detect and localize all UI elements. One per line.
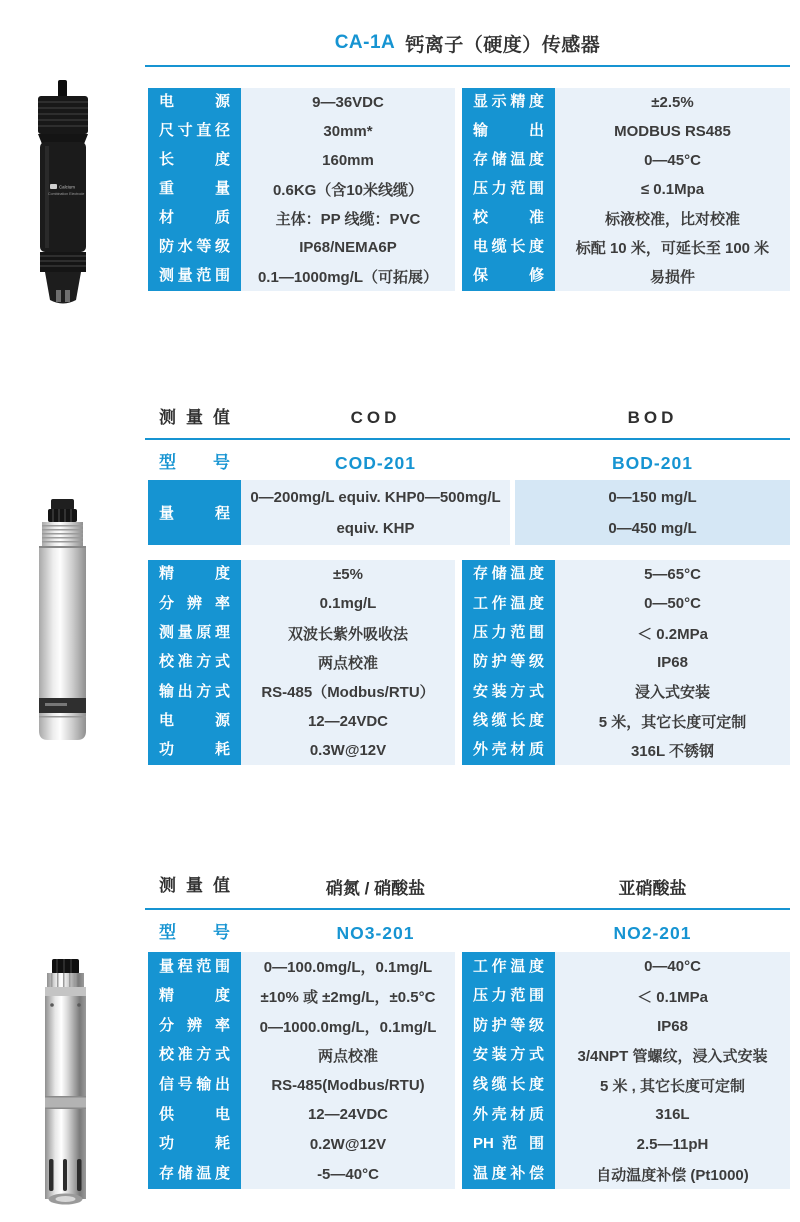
table-row	[462, 982, 790, 1012]
spec-value: ≤ 0.1Mpa	[555, 175, 790, 204]
spec-value: 30mm*	[241, 117, 455, 146]
spec-label: 校准方式	[148, 1041, 241, 1071]
spec-label: PH 范 围	[462, 1130, 555, 1160]
table-row	[462, 706, 790, 735]
table-row	[462, 146, 790, 175]
spec-value: 0—50°C	[555, 589, 790, 618]
range-value-cod-line1: 0—200mg/L equiv. KHP0—500mg/L	[250, 488, 501, 506]
range-value-bod	[515, 480, 790, 545]
range-value-cod-line2: equiv. KHP	[336, 519, 415, 537]
column-header-bod: BOD	[627, 408, 678, 427]
spec-table-calcium-left	[148, 88, 455, 291]
table-row	[148, 589, 455, 618]
spec-table-cod-left	[148, 560, 455, 765]
table-row	[462, 560, 790, 589]
spec-value: 标配 10 米，可延长至 100 米	[555, 233, 790, 262]
spec-label: 分 辨 率	[148, 589, 241, 618]
spec-value: 5 米，其它长度可定制	[555, 706, 790, 735]
spec-label: 存储温度	[148, 1159, 241, 1189]
model-number-title: CA-1A	[334, 32, 396, 53]
table-row	[148, 1130, 455, 1160]
spec-label: 防水等级	[148, 233, 241, 262]
spec-value: 0—40°C	[555, 952, 790, 982]
spec-label: 信号输出	[148, 1071, 241, 1101]
spec-value: 易损件	[555, 262, 790, 291]
divider-rule	[145, 908, 790, 910]
spec-value: MODBUS RS485	[555, 117, 790, 146]
spec-label: 显示精度	[462, 88, 555, 117]
spec-label: 安装方式	[462, 1041, 555, 1071]
spec-value: 12—24VDC	[241, 1100, 455, 1130]
column-header-nitrate: 硝氮 / 硝酸盐	[325, 878, 426, 898]
table-row	[148, 677, 455, 706]
spec-value: 160mm	[241, 146, 455, 175]
table-row	[462, 619, 790, 648]
spec-label: 安装方式	[462, 677, 555, 706]
model-number-no3: NO3-201	[336, 922, 415, 943]
spec-label: 长 度	[148, 146, 241, 175]
spec-value: 0.1—1000mg/L（可拓展）	[241, 262, 455, 291]
measure-header-label: 测 量 值	[159, 875, 230, 895]
spec-value: ±5%	[241, 560, 455, 589]
cod-sensor-svg	[15, 497, 110, 747]
table-row	[148, 982, 455, 1012]
spec-label: 测量原理	[148, 619, 241, 648]
table-row	[462, 952, 790, 982]
spec-value: 两点校准	[241, 1041, 455, 1071]
spec-value: IP68	[555, 1011, 790, 1041]
spec-label: 外壳材质	[462, 736, 555, 765]
calcium-sensor-svg	[12, 80, 112, 308]
spec-table-no2-right	[462, 952, 790, 1189]
table-row	[462, 233, 790, 262]
spec-label: 精 度	[148, 982, 241, 1012]
spec-label: 电 源	[148, 706, 241, 735]
spec-value: 2.5—11pH	[555, 1130, 790, 1160]
spec-label: 供 电	[148, 1100, 241, 1130]
table-row	[148, 1041, 455, 1071]
table-row	[462, 117, 790, 146]
spec-value: RS-485（Modbus/RTU）	[241, 677, 455, 706]
spec-value: 浸入式安装	[555, 677, 790, 706]
spec-label: 重 量	[148, 175, 241, 204]
spec-label: 精 度	[148, 560, 241, 589]
spec-value: 316L	[555, 1100, 790, 1130]
spec-value: ±10% 或 ±2mg/L，±0.5°C	[241, 982, 455, 1012]
table-row	[462, 1011, 790, 1041]
cod-sensor-image	[15, 497, 110, 747]
range-value-cod	[241, 480, 510, 545]
spec-value: 5 米 , 其它长度可定制	[555, 1071, 790, 1101]
spec-value: ±2.5%	[555, 88, 790, 117]
spec-value: 3/4NPT 管螺纹，浸入式安装	[555, 1041, 790, 1071]
table-row	[462, 648, 790, 677]
spec-table-cod-right	[462, 560, 790, 765]
table-row	[148, 88, 455, 117]
spec-value: 双波长紫外吸收法	[241, 619, 455, 648]
spec-label: 保 修	[462, 262, 555, 291]
table-row	[148, 648, 455, 677]
table-row	[462, 589, 790, 618]
spec-value: 0.6KG（含10米线缆）	[241, 175, 455, 204]
spec-label: 校 准	[462, 204, 555, 233]
spec-value: 标液校准，比对校准	[555, 204, 790, 233]
table-row	[148, 233, 455, 262]
spec-value: -5—40°C	[241, 1159, 455, 1189]
spec-label: 外壳材质	[462, 1100, 555, 1130]
spec-label: 电缆长度	[462, 233, 555, 262]
table-row	[462, 1071, 790, 1101]
table-row	[148, 706, 455, 735]
spec-value: 316L 不锈钢	[555, 736, 790, 765]
model-row-label: 型 号	[159, 452, 230, 472]
spec-label: 功 耗	[148, 736, 241, 765]
table-row	[462, 1159, 790, 1189]
spec-value: 12—24VDC	[241, 706, 455, 735]
spec-value: 5—65°C	[555, 560, 790, 589]
model-row-cod-bod	[0, 448, 800, 478]
table-row	[148, 175, 455, 204]
svg-text:Combination Electrode: Combination Electrode	[48, 192, 85, 196]
spec-value: 9—36VDC	[241, 88, 455, 117]
spec-label: 尺寸直径	[148, 117, 241, 146]
spec-label: 存储温度	[462, 560, 555, 589]
nitrate-sensor-svg	[18, 957, 113, 1212]
spec-label: 功 耗	[148, 1130, 241, 1160]
spec-value: 0—45°C	[555, 146, 790, 175]
spec-value: 主体：PP 线缆：PVC	[241, 204, 455, 233]
column-header-cod: COD	[350, 408, 401, 427]
model-row-no3-no2	[0, 918, 800, 948]
spec-label: 输出方式	[148, 677, 241, 706]
table-row	[462, 677, 790, 706]
spec-label: 防护等级	[462, 1011, 555, 1041]
spec-label: 材 质	[148, 204, 241, 233]
table-row	[148, 619, 455, 648]
spec-value: 自动温度补偿 (Pt1000)	[555, 1159, 790, 1189]
spec-value: 0—1000.0mg/L，0.1mg/L	[241, 1011, 455, 1041]
table-row	[462, 736, 790, 765]
spec-label: 电 源	[148, 88, 241, 117]
measure-header-label: 测 量 值	[159, 407, 230, 427]
table-row	[462, 1041, 790, 1071]
spec-label: 线缆长度	[462, 1071, 555, 1101]
spec-label: 工作温度	[462, 589, 555, 618]
calcium-sensor-image	[12, 80, 112, 308]
table-row	[148, 262, 455, 291]
table-row	[148, 1011, 455, 1041]
table-row	[148, 952, 455, 982]
page-title	[145, 27, 790, 59]
table-row	[148, 146, 455, 175]
table-row	[148, 1071, 455, 1101]
table-row	[148, 560, 455, 589]
table-row	[148, 204, 455, 233]
table-row	[462, 262, 790, 291]
model-number-cod: COD-201	[335, 452, 416, 473]
spec-label: 校准方式	[148, 648, 241, 677]
spec-label: 线缆长度	[462, 706, 555, 735]
table-row	[462, 1100, 790, 1130]
spec-value: 0—100.0mg/L，0.1mg/L	[241, 952, 455, 982]
spec-table-calcium-right	[462, 88, 790, 291]
spec-value: IP68	[555, 648, 790, 677]
model-number-no2: NO2-201	[613, 922, 692, 943]
spec-value: ＜ 0.2MPa	[555, 619, 790, 648]
spec-label: 压力范围	[462, 175, 555, 204]
spec-value: 0.3W@12V	[241, 736, 455, 765]
spec-label: 压力范围	[462, 619, 555, 648]
spec-label: 压力范围	[462, 982, 555, 1012]
table-row	[462, 1130, 790, 1160]
page-title-text: 钙离子（硬度）传感器	[405, 34, 601, 56]
spec-label: 工作温度	[462, 952, 555, 982]
spec-value: ＜ 0.1MPa	[555, 982, 790, 1012]
spec-value: 0.1mg/L	[241, 589, 455, 618]
table-row	[148, 117, 455, 146]
spec-value: IP68/NEMA6P	[241, 233, 455, 262]
table-row	[462, 204, 790, 233]
model-row-label: 型 号	[159, 922, 230, 942]
spec-value: 两点校准	[241, 648, 455, 677]
spec-value: RS-485(Modbus/RTU)	[241, 1071, 455, 1101]
column-header-nitrite: 亚硝酸盐	[618, 878, 687, 898]
table-row	[148, 1100, 455, 1130]
divider-rule	[145, 438, 790, 440]
svg-text:Calcium: Calcium	[59, 184, 75, 190]
spec-label: 分 辨 率	[148, 1011, 241, 1041]
spec-label: 温度补偿	[462, 1159, 555, 1189]
range-row-label: 量 程	[148, 480, 241, 545]
model-number-bod: BOD-201	[612, 452, 693, 473]
spec-label: 输 出	[462, 117, 555, 146]
spec-label: 量程范围	[148, 952, 241, 982]
spec-label: 存储温度	[462, 146, 555, 175]
spec-value: 0.2W@12V	[241, 1130, 455, 1160]
spec-label: 防护等级	[462, 648, 555, 677]
table-row	[148, 1159, 455, 1189]
nitrate-sensor-image	[18, 957, 113, 1212]
range-value-bod-line2: 0—450 mg/L	[608, 519, 697, 537]
spec-label: 测量范围	[148, 262, 241, 291]
divider-rule	[145, 65, 790, 67]
table-row	[462, 175, 790, 204]
table-row	[148, 736, 455, 765]
spec-table-no3-left	[148, 952, 455, 1189]
table-row	[462, 88, 790, 117]
range-value-bod-line1: 0—150 mg/L	[608, 488, 697, 506]
